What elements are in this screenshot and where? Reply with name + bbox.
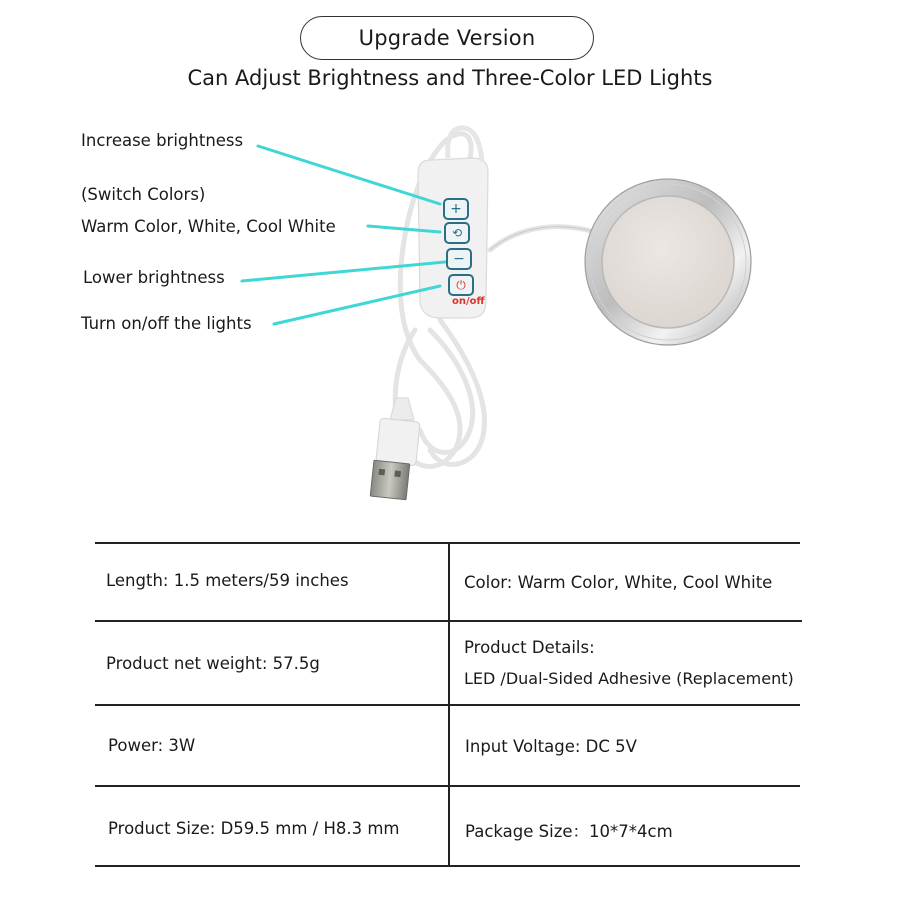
- plus-icon: +: [450, 201, 462, 217]
- spec-power: Power: 3W: [108, 736, 196, 755]
- callout-switch-colors: Warm Color, White, Cool White: [81, 217, 336, 236]
- minus-icon: −: [453, 251, 465, 267]
- puck-light: [585, 179, 751, 345]
- switch-color-icon: ⟲: [451, 226, 463, 240]
- badge-label: Upgrade Version: [358, 26, 536, 50]
- table-rule: [95, 865, 800, 867]
- spec-product-size: Product Size: D59.5 mm / H8.3 mm: [108, 819, 400, 838]
- spec-length: Length: 1.5 meters/59 inches: [106, 571, 349, 590]
- page-subtitle: Can Adjust Brightness and Three-Color LED Lights: [187, 66, 713, 90]
- button-decrease[interactable]: [446, 248, 472, 270]
- spec-input-voltage: Input Voltage: DC 5V: [465, 737, 637, 756]
- callout-increase-brightness: Increase brightness: [81, 131, 244, 150]
- button-switch-color[interactable]: [444, 222, 470, 244]
- usb-plug: [370, 398, 420, 500]
- spec-product-details: [464, 638, 794, 688]
- button-increase[interactable]: [443, 198, 469, 220]
- button-power[interactable]: [448, 274, 474, 296]
- spec-net-weight: Product net weight: 57.5g: [106, 654, 320, 673]
- spec-product-details-label: Product Details:: [464, 638, 595, 657]
- callout-power: Turn on/off the lights: [81, 314, 252, 333]
- table-divider: [448, 542, 450, 865]
- spec-product-details-value: LED /Dual-Sided Adhesive (Replacement): [464, 669, 794, 688]
- power-label: on/off: [452, 296, 485, 307]
- callout-switch-colors-title: (Switch Colors): [81, 185, 206, 204]
- power-icon: ⏻: [456, 278, 466, 292]
- callout-lower-brightness: Lower brightness: [83, 268, 225, 287]
- spec-table: [95, 542, 800, 868]
- spec-package-size: Package Size：10*7*4cm: [465, 822, 673, 841]
- spec-color: Color: Warm Color, White, Cool White: [464, 573, 773, 592]
